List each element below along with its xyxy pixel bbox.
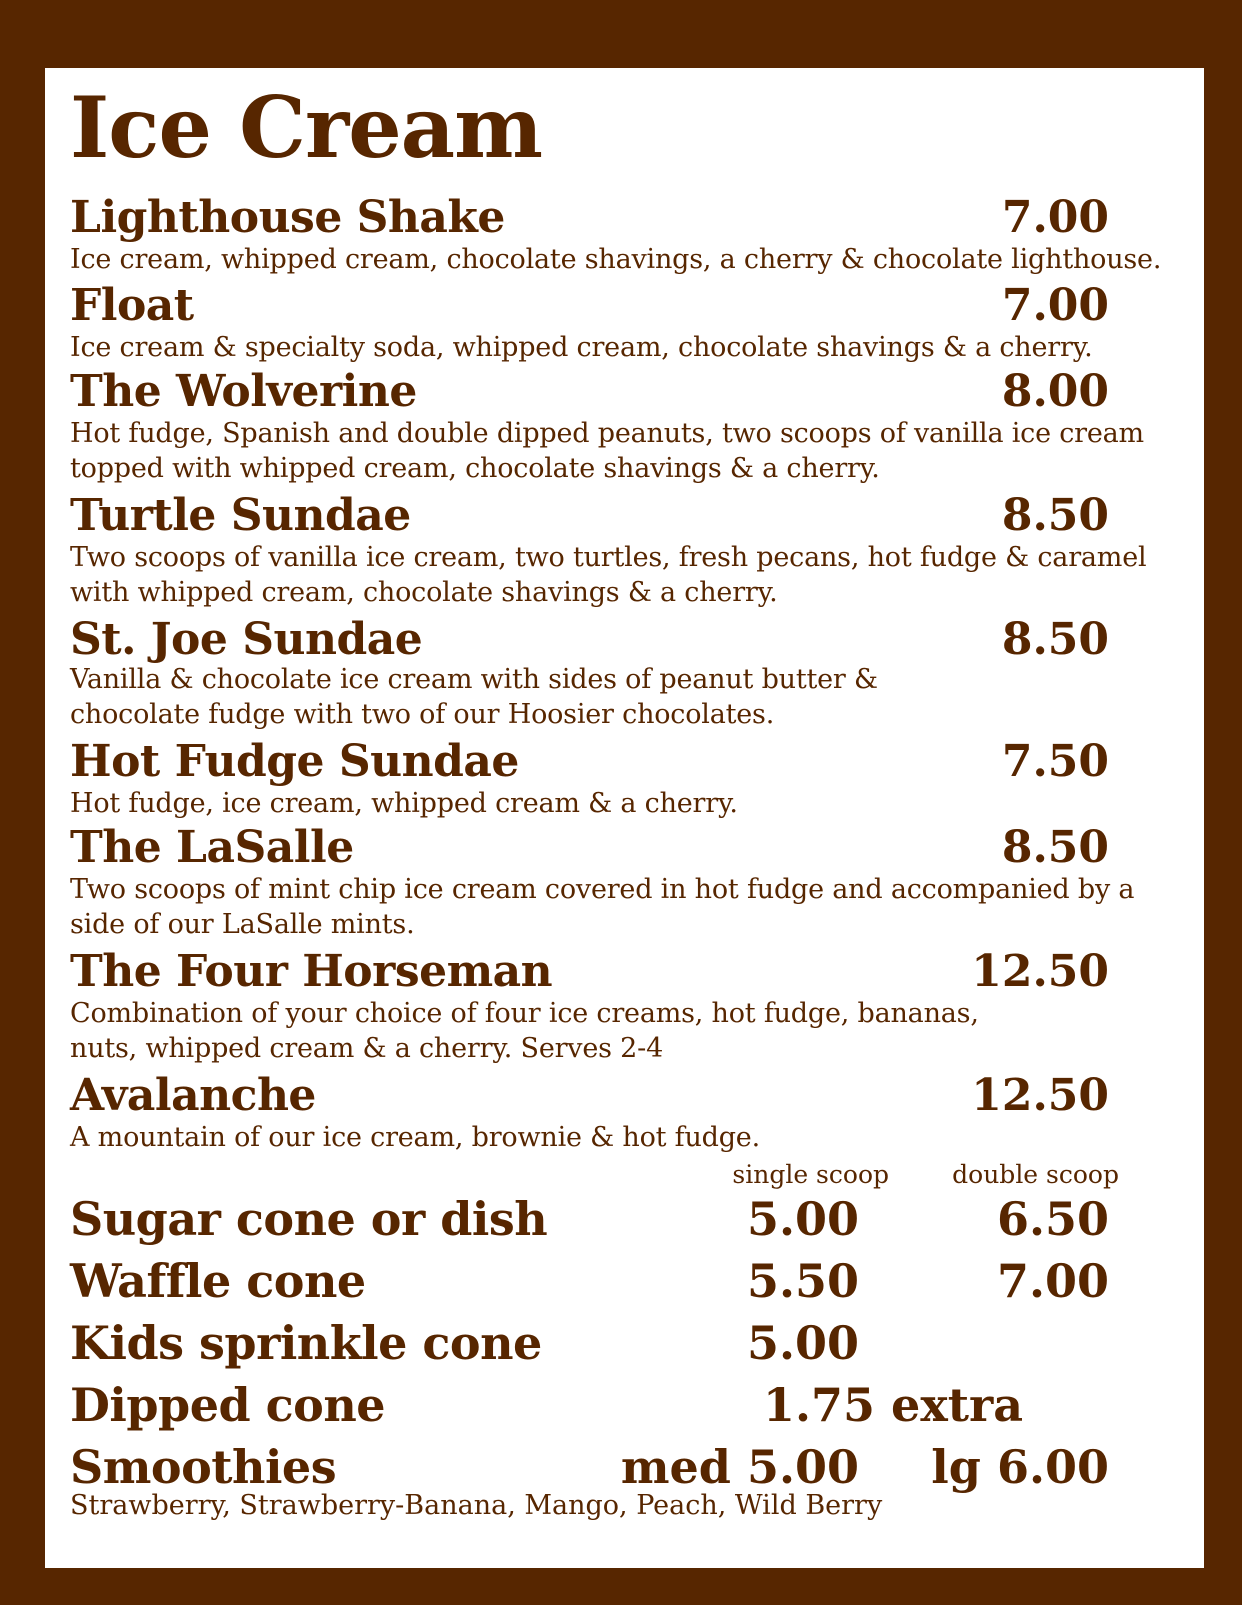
double-scoop-header: double scoop bbox=[952, 1160, 1119, 1189]
menu-item-name: St. Joe Sundae bbox=[70, 614, 423, 665]
double-scoop-price: 6.50 bbox=[996, 1192, 1109, 1246]
menu-item-description: Ice cream, whipped cream, chocolate shavings, a cherry & chocolate lighthouse. bbox=[70, 244, 1162, 275]
single-scoop-price: 5.00 bbox=[746, 1192, 859, 1246]
menu-item-description: Ice cream & specialty soda, whipped cream, chocolate shavings & a cherry. bbox=[70, 332, 1093, 363]
menu-item-name: Lighthouse Shake bbox=[70, 192, 505, 243]
scoop-row-name: Kids sprinkle cone bbox=[70, 1316, 542, 1370]
menu-item-name: Hot Fudge Sundae bbox=[70, 736, 519, 787]
smoothie-medium-price: med 5.00 bbox=[620, 1440, 859, 1494]
menu-item-price: 8.00 bbox=[1001, 366, 1109, 417]
smoothie-large-price: lg 6.00 bbox=[931, 1440, 1109, 1494]
menu-item-price: 7.50 bbox=[1001, 736, 1109, 787]
scoop-row-name: Dipped cone bbox=[70, 1378, 386, 1432]
dipped-cone-extra-price: 1.75 extra bbox=[763, 1378, 1024, 1432]
menu-item-name: The LaSalle bbox=[70, 822, 354, 873]
menu-item-name: Turtle Sundae bbox=[70, 490, 411, 541]
menu-item-price: 7.00 bbox=[1001, 192, 1109, 243]
single-scoop-price: 5.50 bbox=[746, 1254, 859, 1308]
menu-item-description: Vanilla & chocolate ice cream with sides of peanut butter & chocolate fudge with two of our Hoosier chocolates. bbox=[70, 664, 878, 730]
menu-item-price: 8.50 bbox=[1001, 490, 1109, 541]
menu-item-price: 12.50 bbox=[971, 1070, 1109, 1121]
menu-item-description: Combination of your choice of four ice creams, hot fudge, bananas, nuts, whipped cream & a cherry. Serves 2-4 bbox=[70, 998, 979, 1064]
menu-item-name: The Four Horseman bbox=[70, 946, 553, 997]
menu-item-price: 7.00 bbox=[1001, 280, 1109, 331]
menu-item-price: 8.50 bbox=[1001, 614, 1109, 665]
menu-item-name: Avalanche bbox=[70, 1070, 316, 1121]
menu-item-price: 8.50 bbox=[1001, 822, 1109, 873]
smoothie-flavors: Strawberry, Strawberry-Banana, Mango, Peach, Wild Berry bbox=[70, 1490, 883, 1521]
menu-item-name: Float bbox=[70, 280, 194, 331]
menu-item-description: A mountain of our ice cream, brownie & hot fudge. bbox=[70, 1122, 760, 1153]
double-scoop-price: 7.00 bbox=[996, 1254, 1109, 1308]
single-scoop-price: 5.00 bbox=[746, 1316, 859, 1370]
menu-item-description: Two scoops of vanilla ice cream, two turtles, fresh pecans, hot fudge & caramel with whipped cream, chocolate shavings & a cherry. bbox=[70, 542, 1147, 608]
scoop-row-name: Sugar cone or dish bbox=[70, 1192, 548, 1246]
menu-item-name: The Wolverine bbox=[70, 366, 417, 417]
scoop-row-name: Waffle cone bbox=[70, 1254, 366, 1308]
scoop-row-name: Smoothies bbox=[70, 1440, 337, 1494]
menu-item-description: Hot fudge, ice cream, whipped cream & a cherry. bbox=[70, 788, 738, 819]
menu-panel bbox=[45, 68, 1204, 1568]
menu-item-price: 12.50 bbox=[971, 946, 1109, 997]
menu-item-description: Hot fudge, Spanish and double dipped peanuts, two scoops of vanilla ice cream topped with whipped cream, chocolate shavings & a cherry. bbox=[70, 418, 1144, 484]
single-scoop-header: single scoop bbox=[732, 1160, 889, 1189]
menu-item-description: Two scoops of mint chip ice cream covered in hot fudge and accompanied by a side of our LaSalle mints. bbox=[70, 874, 1135, 940]
page-title: Ice Cream bbox=[70, 78, 542, 177]
